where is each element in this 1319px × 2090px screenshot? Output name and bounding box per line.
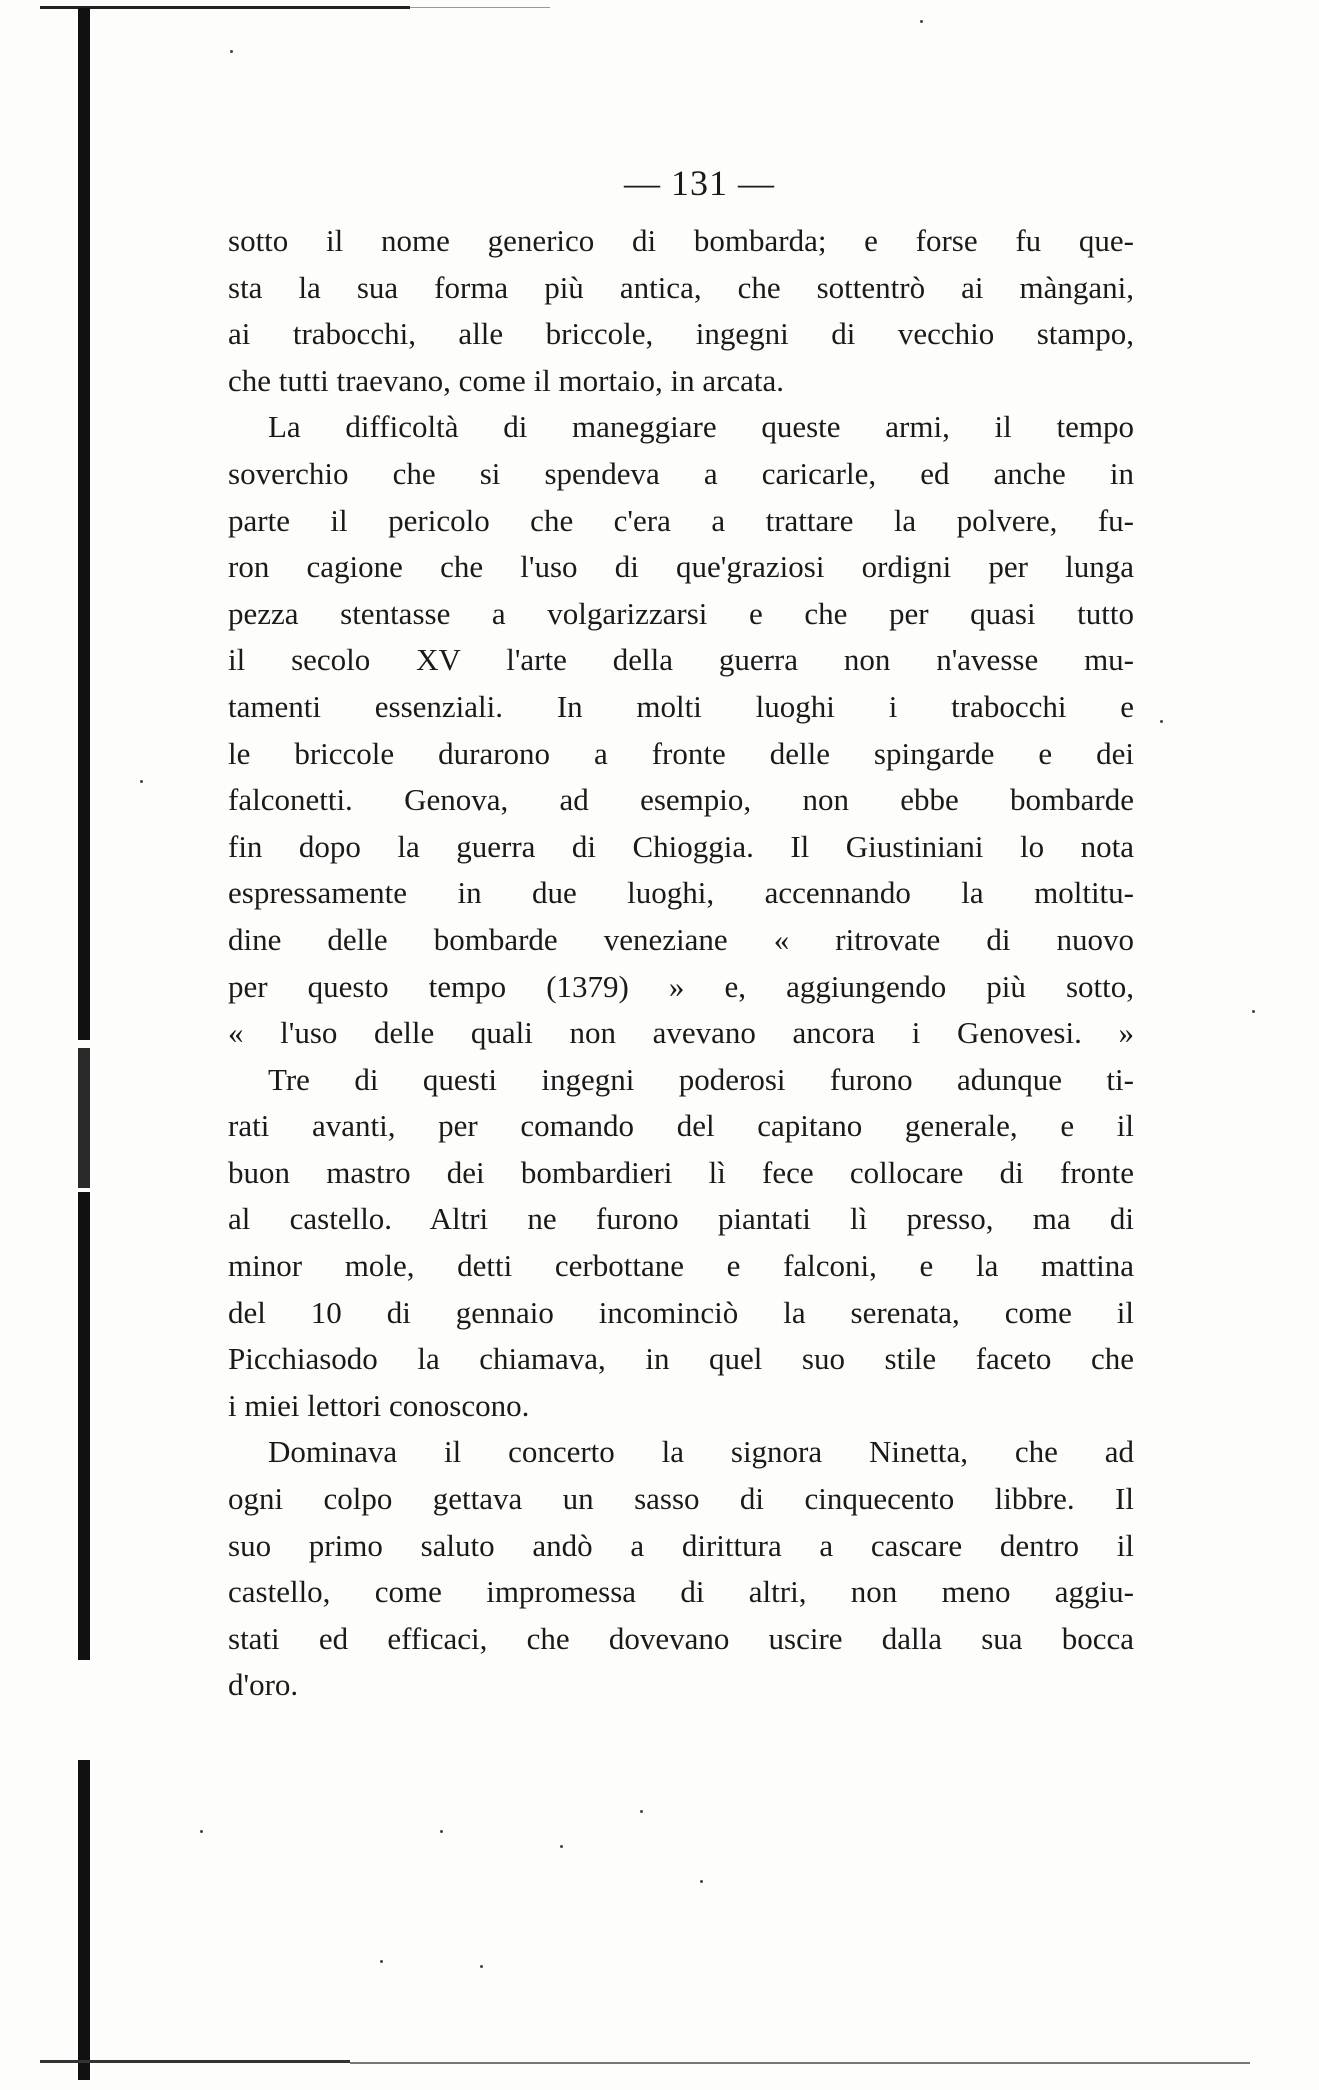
scan-edge-top [40, 6, 410, 9]
text-line: buon mastro dei bombardieri lì fece collocare di fronte [228, 1154, 1134, 1190]
scan-speck [920, 20, 923, 23]
text-line: castello, come impromessa di altri, non meno aggiu- [228, 1574, 1134, 1610]
text-line: che tutti traevano, come il mortaio, in arcata. [228, 362, 785, 398]
binding-edge-shadow [78, 1048, 90, 1188]
binding-edge-shadow [78, 1760, 90, 2080]
text-line: sotto il nome generico di bombarda; e forse fu que- [228, 223, 1134, 258]
scan-speck [230, 50, 233, 53]
scan-edge-bottom [40, 2060, 350, 2063]
scan-edge-bottom-thin [350, 2062, 1250, 2064]
text-line: tamenti essenziali. In molti luoghi i trabocchi e [228, 688, 1134, 724]
text-line: ogni colpo gettava un sasso di cinquecento libbre. Il [228, 1481, 1134, 1517]
text-line: il secolo XV l'arte della guerra non n'avesse mu- [228, 642, 1134, 678]
text-line: dine delle bombarde veneziane « ritrovate di nuovo [228, 921, 1134, 957]
text-line: Dominava il concerto la signora Ninetta, che ad [268, 1434, 1134, 1470]
text-line: sta la sua forma più antica, che sottentrò ai màngani, [228, 269, 1134, 305]
text-line: « l'uso delle quali non avevano ancora i Genovesi. » [228, 1015, 1134, 1051]
scan-speck [200, 1830, 203, 1833]
text-line: Picchiasodo la chiamava, in quel suo stile faceto che [228, 1341, 1134, 1377]
text-line: d'oro. [228, 1667, 299, 1703]
text-line: pezza stentasse a volgarizzarsi e che per quasi tutto [228, 595, 1134, 631]
page-number: — 131 — [624, 163, 775, 203]
text-line: parte il pericolo che c'era a trattare la polvere, fu- [228, 502, 1134, 538]
scan-speck [1160, 720, 1163, 723]
scan-speck [480, 1965, 483, 1968]
text-line: La difficoltà di maneggiare queste armi, il tempo [268, 409, 1134, 445]
scan-speck [640, 1810, 643, 1813]
text-line: le briccole durarono a fronte delle spingarde e dei [228, 735, 1134, 771]
text-line: al castello. Altri ne furono piantati lì presso, ma di [228, 1201, 1134, 1237]
scan-speck [380, 1960, 383, 1963]
text-line: ron cagione che l'uso di que'graziosi ordigni per lunga [228, 549, 1134, 585]
text-line: i miei lettori conoscono. [228, 1387, 530, 1423]
text-line: Tre di questi ingegni poderosi furono adunque ti- [268, 1061, 1134, 1097]
scan-speck [440, 1830, 443, 1833]
text-line: falconetti. Genova, ad esempio, non ebbe bombarde [228, 782, 1134, 818]
text-line: rati avanti, per comando del capitano generale, e il [228, 1108, 1134, 1144]
binding-edge-shadow [78, 1192, 90, 1660]
scan-speck [1252, 1010, 1255, 1013]
text-line: per questo tempo (1379) » e, aggiungendo più sotto, [228, 968, 1134, 1004]
scan-edge-top-thin [410, 7, 550, 8]
text-line: fin dopo la guerra di Chioggia. Il Giustiniani lo nota [228, 828, 1134, 864]
scan-speck [700, 1880, 703, 1883]
scan-speck [140, 780, 143, 783]
body-text [228, 218, 1134, 1709]
text-line: ai trabocchi, alle briccole, ingegni di vecchio stampo, [228, 316, 1134, 352]
text-line: soverchio che si spendeva a caricarle, ed anche in [228, 455, 1134, 491]
text-line: del 10 di gennaio incominciò la serenata, come il [228, 1294, 1134, 1330]
text-line: suo primo saluto andò a dirittura a cascare dentro il [228, 1527, 1134, 1563]
text-line: espressamente in due luoghi, accennando la moltitu- [228, 875, 1134, 911]
text-line: stati ed efficaci, che dovevano uscire dalla sua bocca [228, 1620, 1134, 1656]
text-line: minor mole, detti cerbottane e falconi, e la mattina [228, 1248, 1134, 1284]
scan-speck [560, 1845, 563, 1848]
